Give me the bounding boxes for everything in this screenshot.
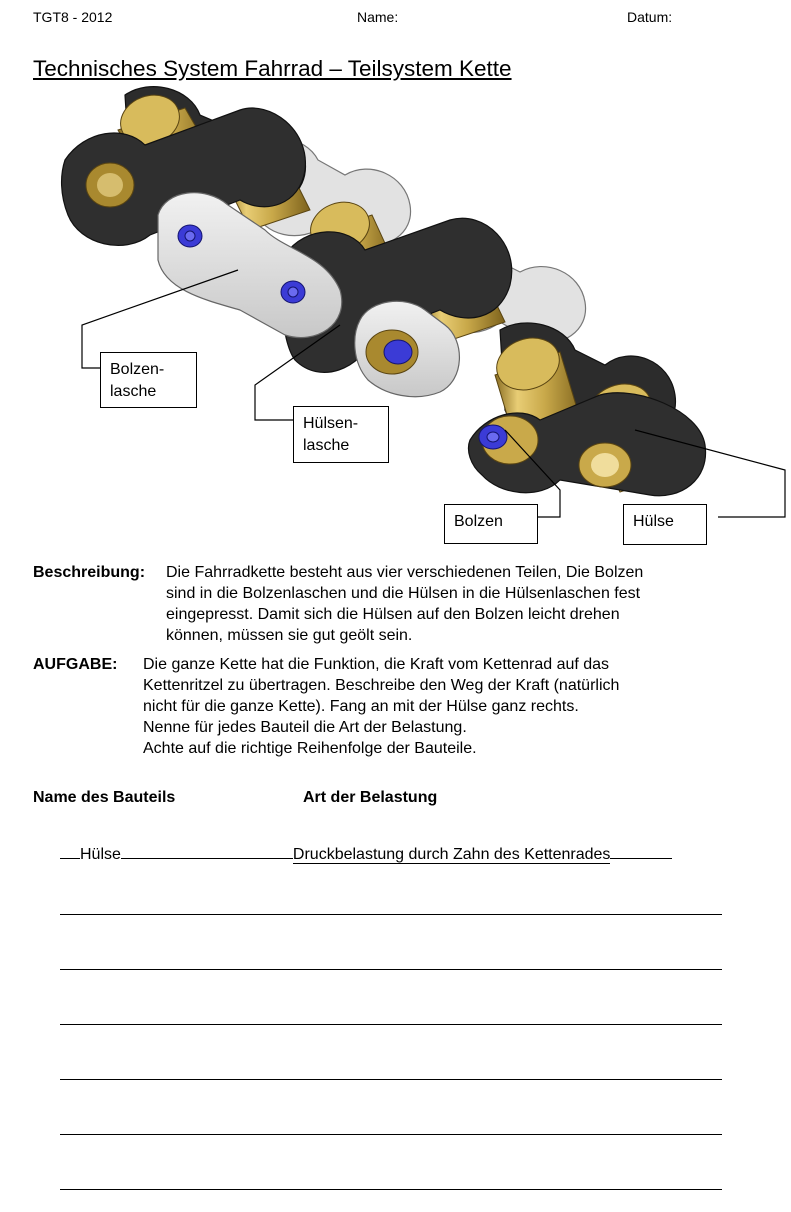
bicycle-chain-illustration <box>0 80 791 550</box>
answer-line[interactable] <box>60 969 722 970</box>
description-heading: Beschreibung: <box>33 564 146 581</box>
column-header-part: Name des Bauteils <box>33 789 176 806</box>
answer-line[interactable] <box>60 1134 722 1135</box>
task-heading: AUFGABE: <box>33 656 118 673</box>
page-title: Technisches System Fahrrad – Teilsystem Kette <box>33 56 512 81</box>
description-line: können, müssen sie gut geölt sein. <box>166 627 413 644</box>
label-huelsenlasche <box>293 406 389 463</box>
answer-line[interactable] <box>60 914 722 915</box>
label-text: lasche <box>110 383 157 400</box>
label-bolzenlasche <box>100 352 197 408</box>
answer-line[interactable] <box>60 1079 722 1080</box>
label-text: Hülsen- <box>303 415 359 432</box>
underline-blank <box>60 842 80 859</box>
date-label: Datum: <box>627 9 673 25</box>
task-line: nicht für die ganze Kette). Fang an mit der Hülse ganz rechts. <box>143 698 579 715</box>
course-info: TGT8 - 2012 <box>33 9 113 25</box>
label-text: Hülse <box>633 513 674 530</box>
label-text: Bolzen- <box>110 361 165 378</box>
example-answer-row <box>60 842 672 864</box>
description-line: Die Fahrradkette besteht aus vier verschiedenen Teilen, Die Bolzen <box>166 564 644 581</box>
name-label: Name: <box>357 9 399 25</box>
example-part: Hülse <box>80 846 121 863</box>
underline-blank <box>610 842 672 859</box>
label-text: Bolzen <box>454 513 503 530</box>
task-line: Nenne für jedes Bauteil die Art der Belastung. <box>143 719 467 736</box>
underline-blank <box>121 842 293 859</box>
task-line: Kettenritzel zu übertragen. Beschreibe den Weg der Kraft (natürlich <box>143 677 620 694</box>
description-line: eingepresst. Damit sich die Hülsen auf den Bolzen leicht drehen <box>166 606 620 623</box>
label-huelse <box>623 504 707 545</box>
label-text: lasche <box>303 437 350 454</box>
task-line: Achte auf die richtige Reihenfolge der Bauteile. <box>143 740 477 757</box>
answer-line[interactable] <box>60 1189 722 1190</box>
label-bolzen <box>444 504 538 544</box>
answer-line[interactable] <box>60 1024 722 1025</box>
column-header-load: Art der Belastung <box>303 789 438 806</box>
task-line: Die ganze Kette hat die Funktion, die Kraft vom Kettenrad auf das <box>143 656 610 673</box>
description-line: sind in die Bolzenlaschen und die Hülsen in die Hülsenlaschen fest <box>166 585 641 602</box>
example-load: Druckbelastung durch Zahn des Kettenrades <box>292 846 611 863</box>
